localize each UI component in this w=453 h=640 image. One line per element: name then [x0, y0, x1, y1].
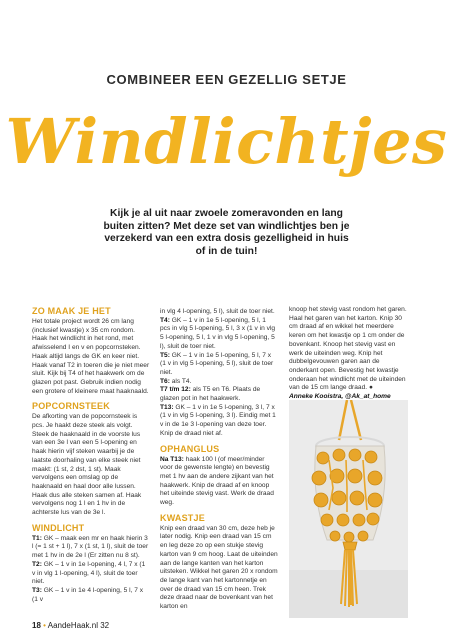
designer-credit: Anneke Kooistra, @Ak_at_home: [289, 393, 391, 401]
round-text: GK – 1 v in 1e 5 l-opening, 5 l, 1 pcs in vlg 5 l-opening, 5 l, 3 x (1 v in vlg 5 l-opening, 5 l, 1 v in vlg 5 l-opening, 5 l), sluit de toer niet.: [160, 316, 276, 350]
heading-popcornsteek: POPCORNSTEEK: [32, 401, 110, 412]
footer-bullet: •: [43, 621, 46, 630]
round-label: Na T13:: [160, 455, 184, 463]
heading-windlicht: WINDLICHT: [32, 522, 85, 533]
round-3: [32, 587, 150, 604]
heading-kwastje: KWASTJE: [160, 512, 205, 523]
round-text: GK – maak een mr en haak hierin 3 l (= 1 st + 1 l), 7 x (1 st, 1 l), sluit de toer met 1 hv in de 2e l (Er zitten nu 8 st).: [32, 534, 149, 560]
kwastje-text: knoop het stevig vast rondom het garen. Haal het garen van het karton. Knip 30 cm draad af en wikkel het meerdere keren om het kwastje op 1 cm onder de bovenkant. Knoop het stevig vast en werk de uiteinden weg. Knip het dubbelgevouwen garen aan de onderkant open. Bevestig het kwastje onderaan het windlicht met de uiteinden van de 15 cm lange draad.: [289, 306, 407, 392]
round-label: T1:: [32, 534, 42, 542]
round-text: als T4.: [171, 377, 192, 385]
column-left: [32, 306, 150, 604]
round-text: GK – 1 v in 1e 5 l-opening, 5 l, 7 x (1 v in vlg 5 l-opening, 5 l), sluit de toer niet.: [160, 351, 274, 376]
round-label: T3:: [32, 586, 42, 594]
round-2: [32, 561, 150, 587]
round-6: [160, 378, 278, 387]
round-label: T2:: [32, 560, 42, 568]
round-text: haak 100 l (of meer/minder voor de gewenste lengte) en bevestig met 1 hv aan de andere zijkant van het haakwerk. Knip de draad af en knoop het uiteinde stevig vast. Werk de draad weg.: [160, 455, 274, 507]
section-kicker: COMBINEER EEN GEZELLIG SETJE: [106, 72, 347, 87]
paragraph-ophanglus: [160, 456, 278, 508]
round-3-continued: in vlg 4 l-opening, 5 l), sluit de toer niet.: [160, 308, 275, 315]
footer-site: AandeHaak.nl 32: [47, 621, 110, 630]
paragraph-intro: Het totale project wordt 26 cm lang (inclusief kwastje) x 35 cm rondom. Haak het windlicht in het rond, met afwisselend I en v en popcornsteken. Haak altijd langs de GK en keer niet. Haak vanaf T2 in toeren die je niet meer sluit. Kijk bij T4 of het haakwerk om de glazen pot past. Gebruik indien nodig een grotere of kleinere maat haaknaald.: [32, 318, 150, 395]
round-1: [32, 535, 150, 561]
intro-text: Kijk je al uit naar zwoele zomeravonden en lang buiten zitten? Met deze set van windlichtjes ben je verzekerd van een extra dosis gezelligheid in huis of in de tuin!: [103, 208, 350, 257]
round-label: T4:: [160, 316, 170, 324]
crochet-lantern-image: [289, 400, 408, 618]
column-right: [289, 306, 407, 402]
paragraph-popcornsteek: De afkorting van de popcornsteek is pcs. Je haakt deze steek als volgt. Steek de haaknaald in de voorste lus van een 3e l van een 5 l-opening en haak hierin vijf steken waarbij je de laatste doorhaling van elke steek niet maakt: (1 st, 2 dst, 1 st). Maak vervolgens een omslag op de haaknaald en haal door alle lussen. Haak dus alle steken samen af. Haak vervolgens nog 1 l en 1 hv in de achterste lus van de 3e l.: [32, 413, 142, 517]
round-4: [160, 317, 278, 352]
round-7-12: [160, 386, 278, 403]
round-label: T13:: [160, 403, 174, 411]
round-text: GK – 1 v in 1e 5 l-opening, 3 l, 7 x (1 v in vlg 5 l-opening, 3 l). Eindig met 1 v in de 1e 3 l-opening van deze toer. Knip de draad niet af.: [160, 403, 276, 437]
round-label: T6:: [160, 377, 170, 385]
page-title: Windlichtjes: [5, 105, 448, 178]
column-middle: [160, 308, 278, 612]
round-13: [160, 404, 278, 439]
paragraph-kwastje: Knip een draad van 30 cm, deze heb je later nodig. Knip een draad van 15 cm en leg deze zo op een stukje stevig karton van 9 cm hoog. Laat de uiteinden aan de lange kanten van het karton uitsteken. Wikkel het garen 20 x rondom de lange kant van het kartonnetje en over de draad van 15 cm heen. Trek deze draad naar de bovenkant van het karton en: [160, 524, 278, 611]
page-number: 18: [32, 621, 41, 630]
round-label: T5:: [160, 351, 170, 359]
round-text: GK – 1 v in 1e l-opening, 4 l, 7 x (1 v in vlg 1 l-opening, 4 l), sluit de toer niet.: [32, 560, 146, 586]
end-bullet: ●: [368, 384, 373, 392]
round-5: [160, 352, 278, 378]
round-text: GK – 1 v in 1e 4 l-opening, 5 l, 7 x (1 v: [32, 586, 144, 603]
heading-zo-maak-je-het: ZO MAAK JE HET: [32, 306, 111, 316]
page-footer: [32, 621, 109, 630]
windlicht-photo: [289, 400, 408, 618]
heading-ophanglus: OPHANGLUS: [160, 443, 220, 454]
round-label: T7 t/m 12:: [160, 386, 191, 394]
paragraph-kwastje-continued: [289, 306, 407, 393]
round-text: als T5 en T6. Plaats de glazen pot in het haakwerk.: [160, 386, 261, 403]
